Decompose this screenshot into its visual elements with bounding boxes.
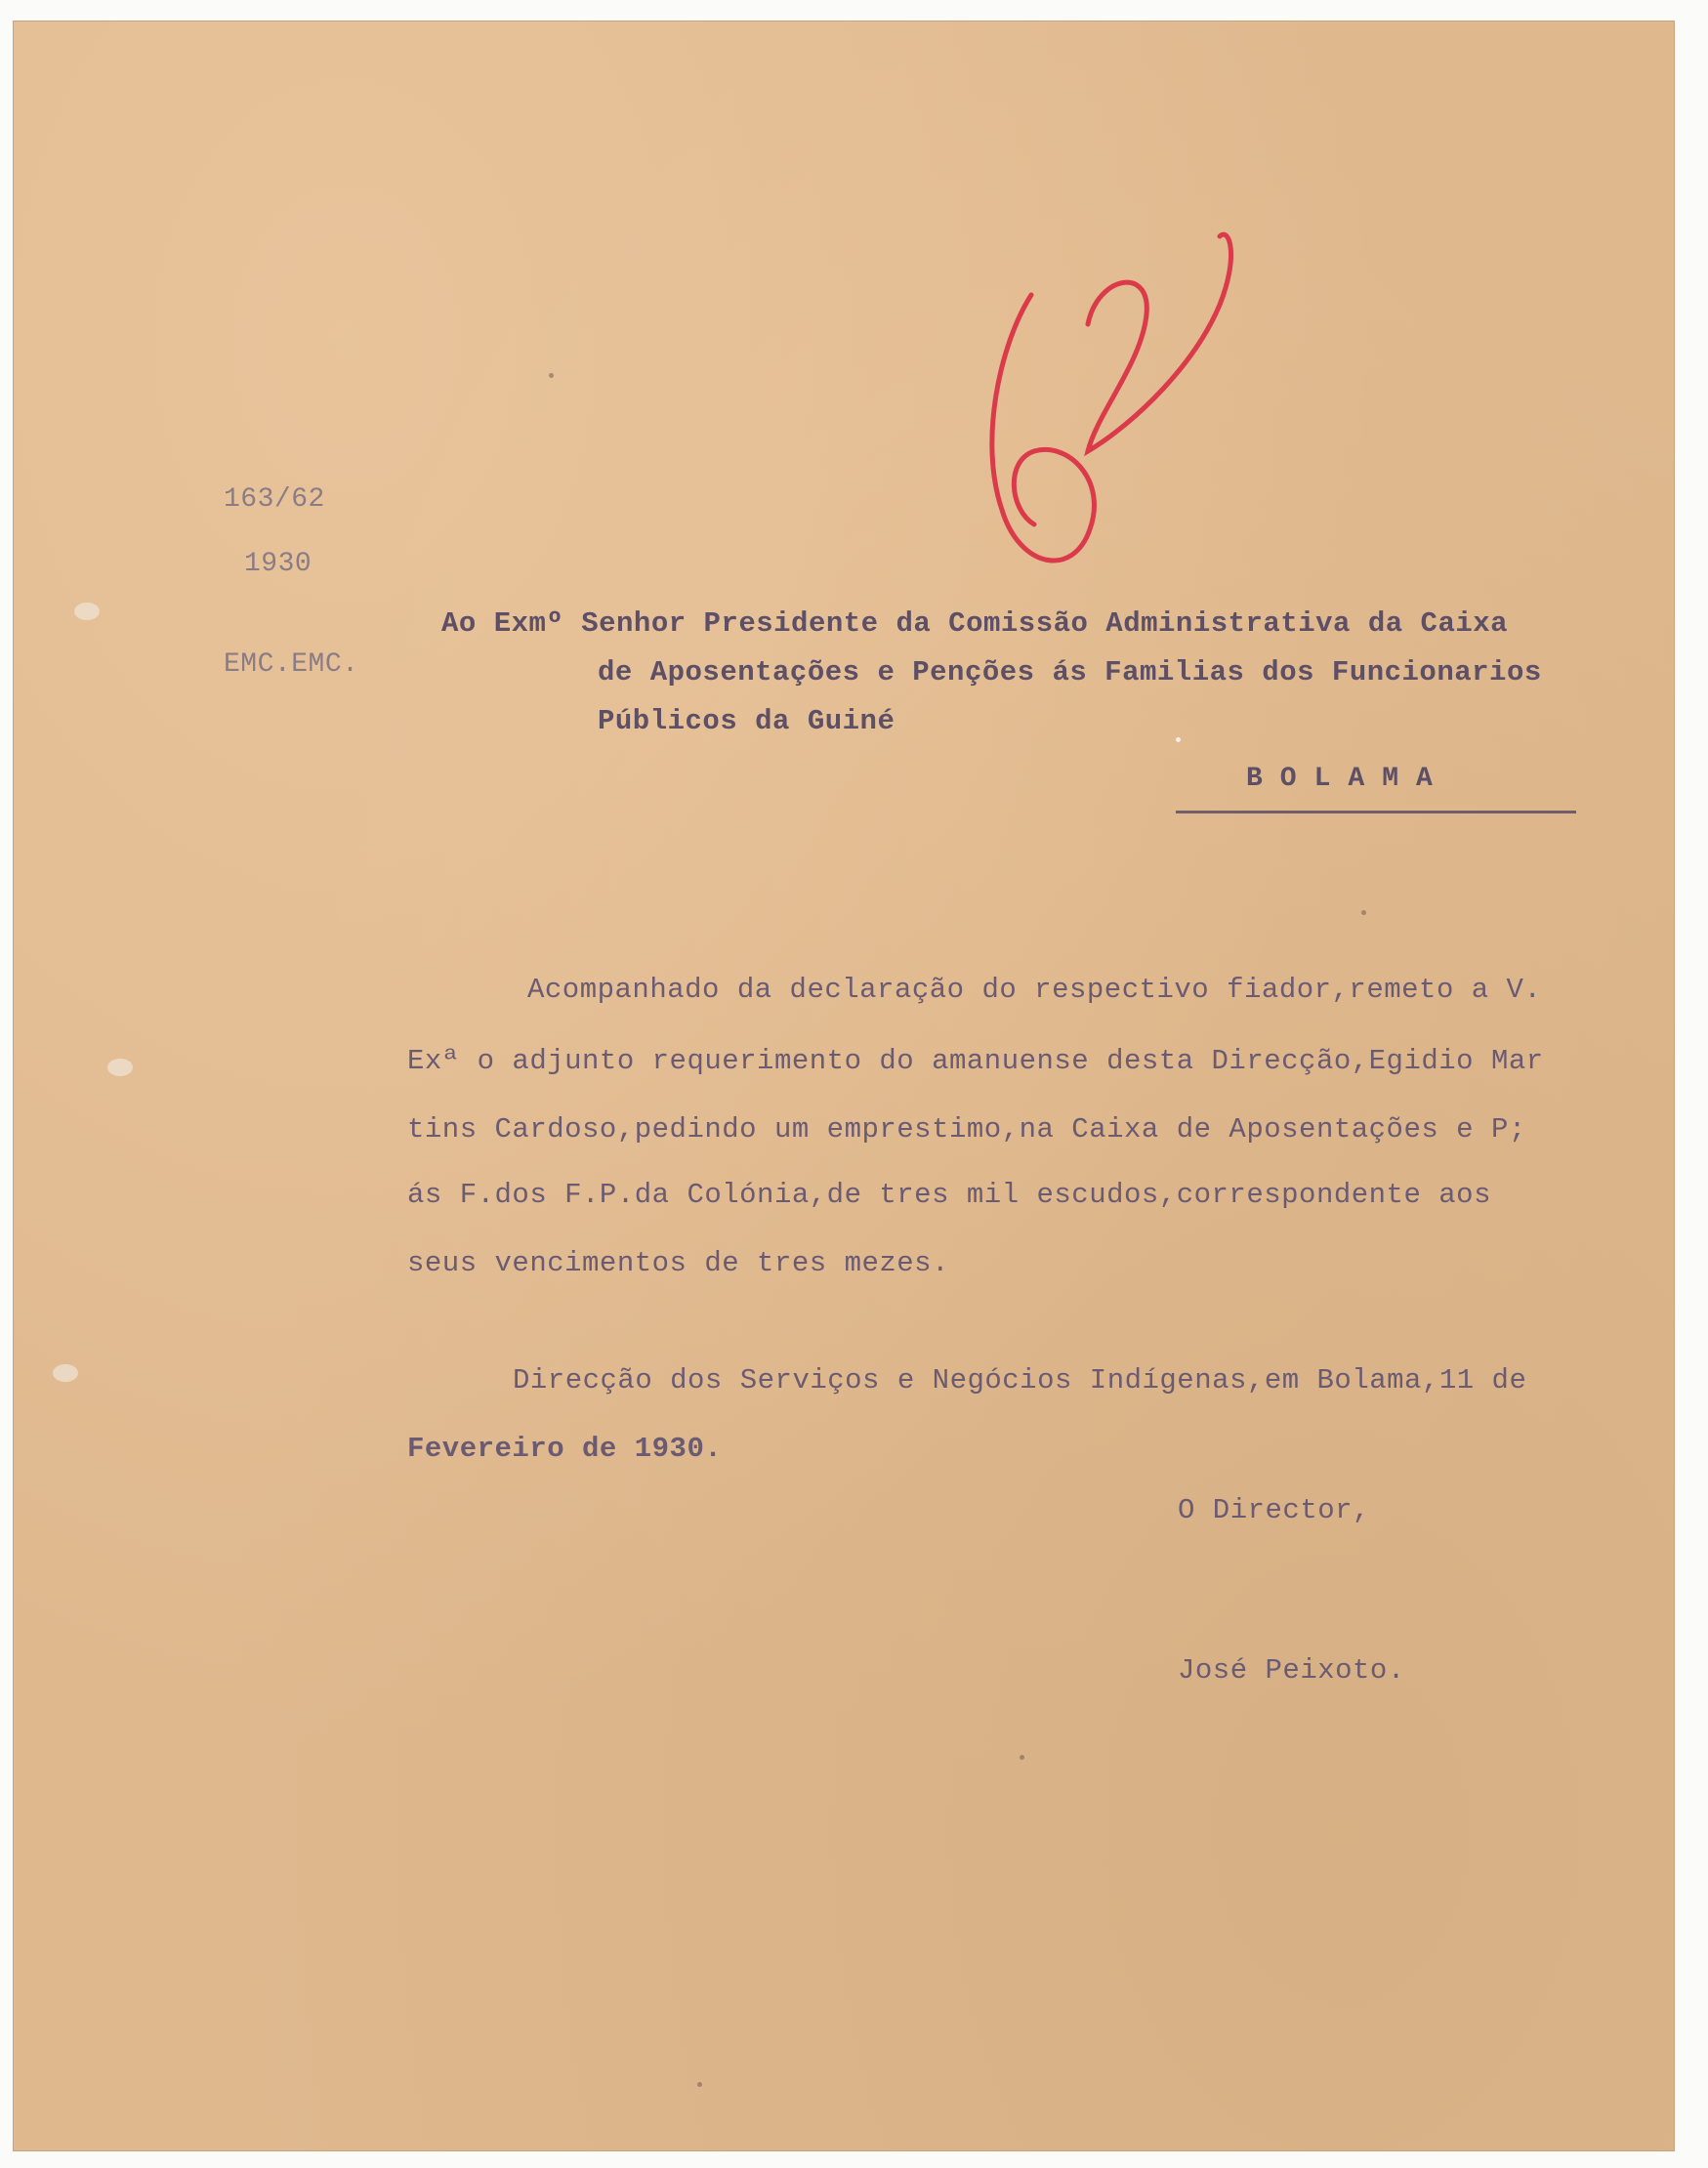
reference-number: 163/62: [224, 484, 325, 515]
paper-speck: [697, 2082, 702, 2087]
body-line-3: tins Cardoso,pedindo um emprestimo,na Caixa de Aposentações e P;: [407, 1113, 1526, 1146]
addressee-line-2: de Aposentações e Penções ás Familias dos Funcionarios: [598, 656, 1542, 688]
signatory-title: O Director,: [1178, 1494, 1370, 1526]
body-line-2: Exª o adjunto requerimento do amanuense desta Direcção,Egidio Mar: [407, 1045, 1544, 1077]
addressee-city: BOLAMA: [1246, 764, 1450, 794]
closing-line-1: Direcção dos Serviços e Negócios Indígenas,em Bolama,11 de: [513, 1364, 1527, 1397]
addressee-line-1: Ao Exmº Senhor Presidente da Comissão Administrativa da Caixa: [441, 607, 1509, 640]
paper-speck: [1020, 1755, 1024, 1760]
paper-speck: [549, 373, 554, 378]
closing-line-2: Fevereiro de 1930.: [407, 1433, 723, 1465]
red-handwritten-62-mark: [980, 217, 1273, 588]
document-page: [14, 21, 1674, 2150]
paper-speck: [1176, 737, 1181, 742]
body-line-5: seus vencimentos de tres mezes.: [407, 1247, 949, 1279]
body-line-1: Acompanhado da declaração do respectivo fiador,remeto a V.: [527, 974, 1542, 1006]
reference-initials: EMC.EMC.: [224, 649, 359, 680]
reference-year: 1930: [244, 549, 312, 579]
punch-hole-bottom: [53, 1364, 78, 1382]
paper-speck: [1361, 910, 1366, 915]
addressee-line-3: Públicos da Guiné: [598, 705, 896, 737]
punch-hole-middle: [107, 1059, 133, 1076]
punch-hole-top: [74, 603, 100, 620]
body-line-4: ás F.dos F.P.da Colónia,de tres mil escudos,correspondente aos: [407, 1179, 1491, 1211]
city-underline: [1176, 811, 1576, 813]
signatory-name: José Peixoto.: [1178, 1654, 1405, 1687]
